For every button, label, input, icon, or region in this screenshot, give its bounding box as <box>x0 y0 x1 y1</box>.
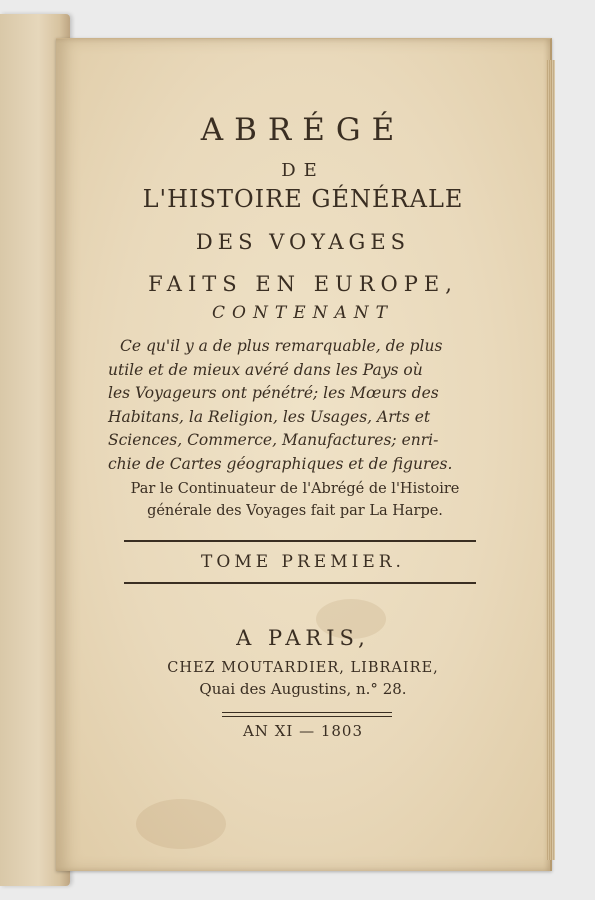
description-line: utile et de mieux avéré dans les Pays où <box>108 360 423 379</box>
title-abrege: ABRÉGÉ <box>200 112 406 148</box>
publisher-name: CHEZ MOUTARDIER, LIBRAIRE, <box>167 660 439 676</box>
description-line: Sciences, Commerce, Manufactures; enri- <box>108 431 439 449</box>
description-line: Habitans, la Religion, les Usages, Arts et <box>108 407 431 426</box>
publisher-address: Quai des Augustins, n.° 28. <box>199 680 407 698</box>
title-contenant: CONTENANT <box>212 303 394 323</box>
description-line: Ce qu'il y a de plus remarquable, de plus <box>120 337 443 355</box>
author-line: Par le Continuateur de l'Abrégé de l'Histoire <box>130 481 460 497</box>
imprint-city: A PARIS, <box>236 626 370 650</box>
author-line: générale des Voyages fait par La Harpe. <box>147 503 443 519</box>
volume-label: TOME PREMIER. <box>201 552 405 572</box>
author-statement <box>100 478 490 522</box>
title-faits-en-europe: FAITS EN EUROPE, <box>148 272 458 296</box>
double-rule <box>222 716 392 717</box>
description-line: chie de Cartes géographiques et de figures. <box>108 454 453 473</box>
title-des-voyages: DES VOYAGES <box>195 230 411 254</box>
paper-stain <box>136 799 226 849</box>
description-paragraph <box>108 335 480 476</box>
title-de: DE <box>281 160 325 181</box>
publication-date: AN XI — 1803 <box>242 722 364 740</box>
divider-rule <box>124 582 476 584</box>
double-rule <box>222 712 392 713</box>
divider-rule <box>124 540 476 542</box>
title-histoire-generale: L'HISTOIRE GÉNÉRALE <box>142 185 464 213</box>
description-line: les Voyageurs ont pénétré; les Mœurs des <box>108 384 439 402</box>
